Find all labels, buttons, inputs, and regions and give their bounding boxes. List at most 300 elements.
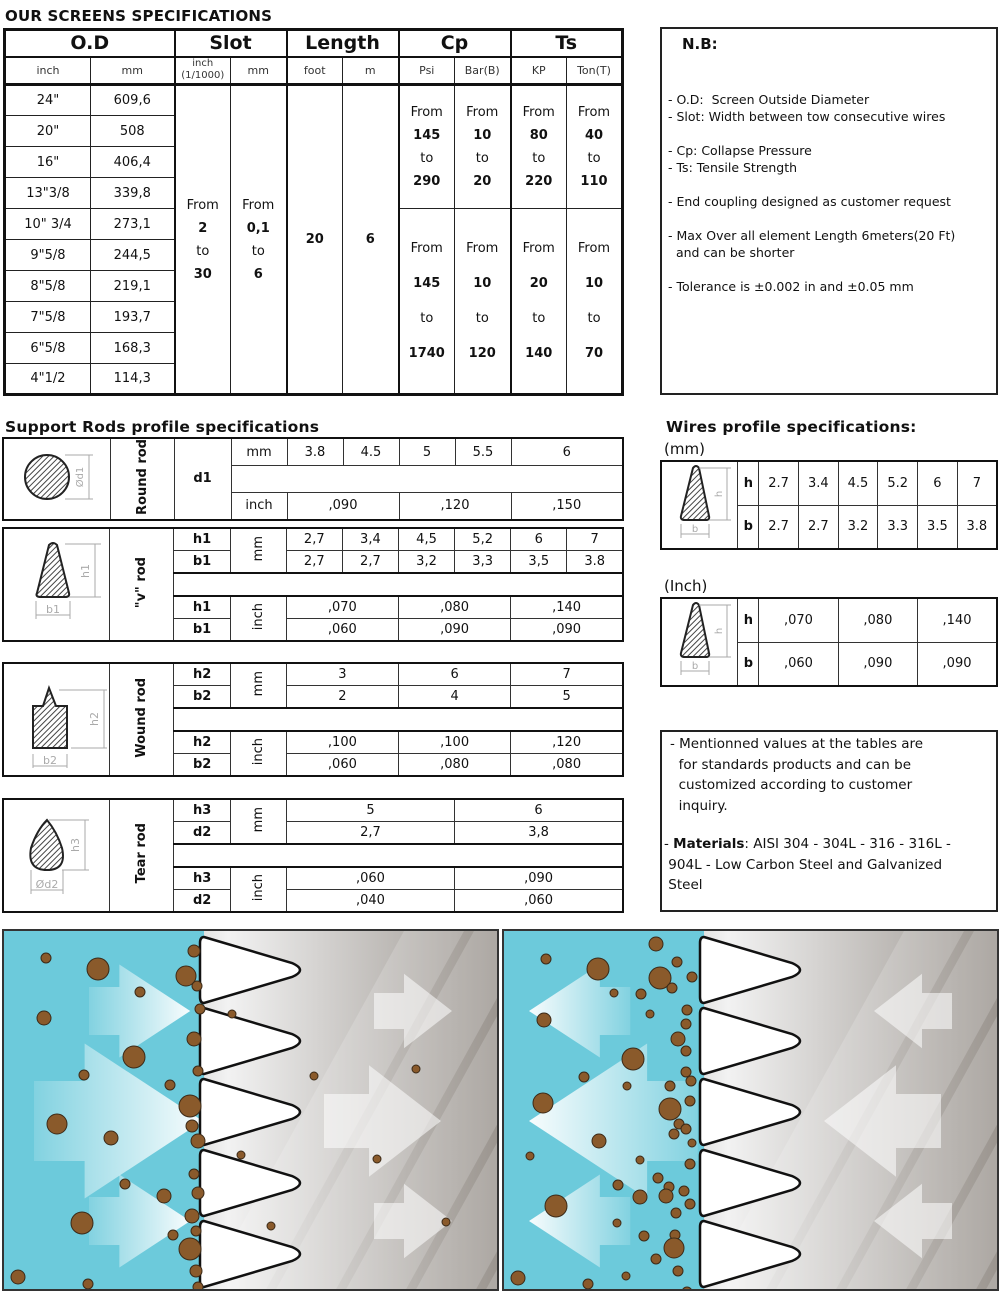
- nb-spacer: [668, 210, 955, 227]
- wire-b-cell: ,090: [918, 642, 997, 686]
- wires-inch-table: [660, 597, 998, 687]
- nb-line: - Ts: Tensile Strength: [668, 160, 798, 175]
- particle: [681, 1124, 691, 1134]
- round-inch-cell: ,150: [511, 492, 623, 520]
- particle: [120, 1179, 130, 1189]
- group-od: O.D: [5, 30, 175, 57]
- from-label: From: [522, 241, 555, 256]
- od-mm: 508: [91, 116, 175, 147]
- od-mm: 114,3: [91, 364, 175, 395]
- wire-h-cell: 6: [918, 461, 958, 505]
- wound-rod-label: Wound rod: [134, 677, 150, 758]
- v-rod-inch-cell: ,080: [398, 596, 510, 618]
- particle: [681, 1067, 691, 1077]
- v-rod-shape: [36, 543, 69, 597]
- v-rod-mm-cell: 2,7: [342, 550, 398, 572]
- wound-rod-diagram: [3, 663, 110, 776]
- od-mm: 339,8: [91, 178, 175, 209]
- param-label: b: [738, 642, 759, 686]
- from-value: 10: [473, 276, 492, 291]
- particle: [583, 1279, 593, 1289]
- particle: [613, 1219, 621, 1227]
- unit-cp-psi: Psi: [399, 57, 455, 85]
- to-label: to: [532, 151, 546, 166]
- wire-b-cell: ,060: [759, 642, 838, 686]
- round-mm-label: mm: [231, 438, 287, 466]
- particle: [189, 1169, 199, 1179]
- tear-rod-inch-cell: ,090: [455, 867, 623, 889]
- to-value: 110: [580, 174, 608, 189]
- particle: [669, 1129, 679, 1139]
- particle: [11, 1270, 25, 1284]
- wound-rod-inch-cell: ,100: [286, 731, 398, 753]
- particle: [190, 1265, 202, 1277]
- particle: [646, 1010, 654, 1018]
- particle: [41, 953, 51, 963]
- particle: [83, 1279, 93, 1289]
- param-label: b2: [174, 685, 231, 707]
- particle: [672, 957, 682, 967]
- wires-mm-table: [660, 460, 998, 550]
- wire-profile-shape: [681, 603, 709, 657]
- length-m: 6: [343, 85, 399, 395]
- screens-title: OUR SCREENS SPECIFICATIONS: [5, 7, 273, 25]
- od-inch: 6"5/8: [5, 333, 91, 364]
- materials-line: 904L - Low Carbon Steel and Galvanized: [668, 856, 943, 873]
- wire-b-cell: 3.8: [957, 505, 997, 549]
- particle: [195, 1004, 205, 1014]
- note-line: customized according to customer: [678, 777, 913, 793]
- particle: [613, 1180, 623, 1190]
- particle: [688, 1139, 696, 1147]
- od-mm: 193,7: [91, 302, 175, 333]
- particle: [685, 1096, 695, 1106]
- wires-title: Wires profile specifications:: [666, 418, 917, 436]
- od-inch: 10" 3/4: [5, 209, 91, 240]
- nb-title: N.B:: [682, 35, 718, 53]
- v-rod-mm-cell: 2,7: [286, 528, 342, 550]
- particle: [667, 983, 677, 993]
- round-mm-cell: 3.8: [287, 438, 343, 466]
- particle: [193, 1282, 203, 1291]
- od-mm: 244,5: [91, 240, 175, 271]
- v-rod-mm-cell: 3,2: [398, 550, 454, 572]
- param-label: h2: [174, 731, 231, 753]
- tear-rod-label: Tear rod: [134, 823, 150, 884]
- particle: [157, 1189, 171, 1203]
- od-inch: 7"5/8: [5, 302, 91, 333]
- particle: [622, 1272, 630, 1280]
- wire-h-cell: 3.4: [798, 461, 838, 505]
- to-label: to: [196, 243, 210, 259]
- particle: [587, 958, 609, 980]
- from-label: From: [577, 105, 611, 120]
- dim-label: b2: [42, 753, 57, 767]
- param-label: b1: [174, 619, 231, 641]
- wound-rod-shape: [33, 688, 67, 748]
- nb-line: - Max Over all element Length 6meters(20 Ft): [668, 228, 956, 243]
- particle: [636, 989, 646, 999]
- od-mm: 168,3: [91, 333, 175, 364]
- wire-diagram: [661, 598, 738, 686]
- particle: [37, 1011, 51, 1025]
- backwash-illustration: [502, 929, 999, 1291]
- unit-slot-mm: mm: [231, 57, 287, 85]
- wound-rod-inch-cell: ,060: [286, 754, 398, 776]
- od-inch: 13"3/8: [5, 178, 91, 209]
- v-rod-mm-cell: 2,7: [286, 550, 342, 572]
- particle: [665, 1081, 675, 1091]
- param-label: h: [738, 598, 759, 642]
- v-rod-mm-cell: 3,3: [455, 550, 511, 572]
- from-label: From: [577, 241, 611, 256]
- from-label: From: [522, 105, 555, 120]
- particle: [310, 1072, 318, 1080]
- tear-rod-inch-cell: ,040: [286, 890, 454, 912]
- particle: [679, 1186, 689, 1196]
- lower-psi: [399, 209, 455, 395]
- wire-diagram: [661, 461, 738, 549]
- slot-inch-range: [175, 85, 231, 395]
- wound-rod-inch-cell: ,100: [399, 731, 511, 753]
- param-label: h2: [174, 663, 231, 685]
- slot-mm-range: [231, 85, 287, 395]
- dim-label: h2: [87, 711, 101, 726]
- unit-ts-ton: Ton(T): [567, 57, 623, 85]
- to-label: to: [532, 311, 546, 326]
- round-inch-label: inch: [231, 492, 287, 520]
- particle: [168, 1230, 178, 1240]
- from-label: From: [186, 197, 219, 213]
- round-rod-diagram: [3, 438, 110, 520]
- particle: [673, 1266, 683, 1276]
- round-rod-dim-label: Ød1: [74, 466, 86, 488]
- from-value: 2: [198, 220, 208, 236]
- from-value: 40: [584, 128, 604, 143]
- v-rod-mm-cell: 5,2: [455, 528, 511, 550]
- param-label: b2: [174, 754, 231, 776]
- od-inch: 16": [5, 147, 91, 178]
- dim-label: h: [713, 490, 725, 498]
- wire-h-cell: ,140: [918, 598, 997, 642]
- nb-line: and can be shorter: [668, 245, 795, 260]
- wire-h-cell: 7: [957, 461, 997, 505]
- nb-line: - Cp: Collapse Pressure: [668, 143, 812, 158]
- wire-b-cell: 3.3: [878, 505, 918, 549]
- wire-b-cell: 3.5: [918, 505, 958, 549]
- dim-label: h1: [78, 563, 92, 578]
- tear-rod-inch-cell: ,060: [455, 890, 623, 912]
- particle: [579, 1072, 589, 1082]
- particle: [545, 1195, 567, 1217]
- particle: [659, 1189, 673, 1203]
- v-rod-inch-cell: ,090: [398, 619, 510, 641]
- materials-value: : AISI 304 - 304L - 316 - 316L -: [744, 836, 951, 852]
- upper-ton: [567, 85, 623, 209]
- round-mm-cell: 4.5: [343, 438, 399, 466]
- note-line: for standards products and can be: [678, 756, 912, 773]
- upper-bar: [455, 85, 511, 209]
- note-line: - Mentionned values at the tables are: [670, 736, 924, 752]
- nb-line: - Slot: Width between tow consecutive wires: [668, 109, 946, 124]
- rods-title: Support Rods profile specifications: [5, 418, 320, 436]
- param-label: h1: [174, 528, 231, 550]
- od-mm: 273,1: [91, 209, 175, 240]
- particle: [267, 1222, 275, 1230]
- unit-ts-kp: KP: [511, 57, 567, 85]
- to-label: to: [587, 151, 601, 166]
- v-rod-mm-cell: 3,4: [342, 528, 398, 550]
- tear-rod-mm-cell: 2,7: [286, 821, 454, 843]
- wire-h-cell: 2.7: [759, 461, 799, 505]
- particle: [623, 1082, 631, 1090]
- to-label: to: [475, 151, 489, 166]
- nb-box: [660, 27, 998, 395]
- particle: [671, 1208, 681, 1218]
- unit-slot-inch: inch (1/1000): [175, 57, 231, 85]
- lower-ton: [567, 209, 623, 395]
- param-label: b: [738, 505, 759, 549]
- unit-mm-label: mm: [250, 670, 266, 697]
- nb-spacer: [668, 176, 955, 193]
- od-inch: 9"5/8: [5, 240, 91, 271]
- od-inch: 20": [5, 116, 91, 147]
- round-mm-cell: 5: [399, 438, 455, 466]
- from-value: 10: [473, 128, 492, 143]
- v-rod-mm-cell: 7: [567, 528, 623, 550]
- wires-mm-label: (mm): [664, 440, 705, 458]
- round-rod-shape: [25, 455, 69, 499]
- particle: [191, 1134, 205, 1148]
- to-label: to: [420, 151, 434, 166]
- from-value: 145: [413, 128, 441, 143]
- wire-b-cell: 2.7: [759, 505, 799, 549]
- group-slot: Slot: [175, 30, 287, 57]
- particle: [87, 958, 109, 980]
- wire-h-cell: 5.2: [878, 461, 918, 505]
- wound-rod-table: [2, 662, 624, 777]
- v-rod-inch-cell: ,060: [286, 619, 398, 641]
- od-inch: 24": [5, 85, 91, 116]
- param-label: h1: [174, 596, 231, 618]
- param-label: h: [738, 461, 759, 505]
- to-value: 6: [253, 266, 263, 282]
- round-inch-cell: ,120: [399, 492, 511, 520]
- to-value: 20: [473, 174, 492, 189]
- particle: [192, 1187, 204, 1199]
- particle: [636, 1156, 644, 1164]
- from-label: From: [466, 241, 499, 256]
- to-value: 70: [584, 346, 604, 361]
- unit-inch-label: inch: [250, 737, 266, 766]
- v-rod-mm-cell: 3.8: [567, 550, 623, 572]
- particle: [622, 1048, 644, 1070]
- unit-od-mm: mm: [91, 57, 175, 85]
- nb-spacer: [668, 261, 955, 278]
- round-rod-table: [2, 437, 624, 521]
- param-label: d2: [174, 890, 231, 912]
- to-label: to: [251, 243, 265, 259]
- wound-rod-mm-cell: 4: [399, 685, 511, 707]
- particle: [651, 1254, 661, 1264]
- particle: [639, 1231, 649, 1241]
- unit-inch-label: inch: [250, 873, 266, 902]
- materials-label: Materials: [673, 836, 745, 852]
- particle: [187, 1032, 201, 1046]
- lower-bar: [455, 209, 511, 395]
- group-ts: Ts: [511, 30, 623, 57]
- wires-inch-label: (Inch): [664, 577, 708, 595]
- group-cp: Cp: [399, 30, 511, 57]
- length-foot: 20: [287, 85, 343, 395]
- wound-rod-inch-cell: ,080: [399, 754, 511, 776]
- nb-line: - End coupling designed as customer request: [668, 194, 951, 209]
- particle: [179, 1238, 201, 1260]
- upper-psi: [399, 85, 455, 209]
- particle: [533, 1093, 553, 1113]
- upper-kp: [511, 85, 567, 209]
- wound-rod-mm-cell: 7: [511, 663, 623, 685]
- round-inch-cell: ,090: [287, 492, 399, 520]
- particle: [165, 1080, 175, 1090]
- v-rod-inch-cell: ,070: [286, 596, 398, 618]
- wound-rod-inch-cell: ,120: [511, 731, 623, 753]
- tear-rod-diagram: [3, 799, 110, 912]
- particle: [671, 1032, 685, 1046]
- particle: [191, 1226, 201, 1236]
- particle: [537, 1013, 551, 1027]
- v-rod-mm-cell: 6: [511, 528, 567, 550]
- round-rod-param: d1: [174, 438, 231, 520]
- to-value: 290: [413, 174, 441, 189]
- od-mm: 609,6: [91, 85, 175, 116]
- od-mm: 406,4: [91, 147, 175, 178]
- unit-mm-label: mm: [250, 535, 266, 562]
- particle: [687, 972, 697, 982]
- particle: [649, 937, 663, 951]
- dim-label: h3: [68, 837, 82, 852]
- v-rod-inch-cell: ,140: [511, 596, 623, 618]
- from-value: 10: [584, 276, 604, 291]
- particle: [71, 1212, 93, 1234]
- dim-label: b: [691, 661, 698, 672]
- wound-rod-mm-cell: 5: [511, 685, 623, 707]
- dim-label: Ød2: [35, 877, 59, 891]
- wire-h-cell: ,070: [759, 598, 838, 642]
- particle: [653, 1173, 663, 1183]
- od-inch: 8"5/8: [5, 271, 91, 302]
- particle: [228, 1010, 236, 1018]
- wound-rod-inch-cell: ,080: [511, 754, 623, 776]
- particle: [681, 1046, 691, 1056]
- wire-b-cell: 2.7: [798, 505, 838, 549]
- v-rod-label: "v" rod: [134, 556, 150, 609]
- unit-length-foot: foot: [287, 57, 343, 85]
- particle: [188, 945, 200, 957]
- particle: [442, 1218, 450, 1226]
- particle: [633, 1190, 647, 1204]
- particle: [664, 1238, 684, 1258]
- from-value: 145: [413, 276, 441, 291]
- particle: [541, 954, 551, 964]
- to-value: 1740: [408, 346, 445, 361]
- materials-line: Steel: [668, 877, 703, 893]
- nb-list: [668, 91, 955, 295]
- particle: [373, 1155, 381, 1163]
- od-mm: 219,1: [91, 271, 175, 302]
- particle: [185, 1209, 199, 1223]
- tear-rod-mm-cell: 3,8: [455, 821, 623, 843]
- filtration-illustration: [2, 929, 499, 1291]
- tear-rod-mm-cell: 6: [455, 799, 623, 821]
- param-label: h3: [174, 799, 231, 821]
- od-inch: 4"1/2: [5, 364, 91, 395]
- tear-rod-mm-cell: 5: [286, 799, 454, 821]
- particle: [135, 987, 145, 997]
- particle: [511, 1271, 525, 1285]
- unit-cp-bar: Bar(B): [455, 57, 511, 85]
- unit-mm-label: mm: [250, 806, 266, 833]
- particle: [412, 1065, 420, 1073]
- to-value: 140: [525, 346, 553, 361]
- v-rod-mm-cell: 4,5: [398, 528, 454, 550]
- unit-length-m: m: [343, 57, 399, 85]
- param-label: d2: [174, 821, 231, 843]
- to-value: 220: [525, 174, 553, 189]
- dim-label: b1: [45, 602, 60, 616]
- to-value: 30: [193, 266, 212, 282]
- from-label: From: [242, 197, 275, 213]
- particle: [192, 981, 202, 991]
- particle: [610, 989, 618, 997]
- particle: [685, 1199, 695, 1209]
- round-mm-cell: 5.5: [455, 438, 511, 466]
- tear-rod-inch-cell: ,060: [286, 867, 454, 889]
- particle: [79, 1070, 89, 1080]
- particle: [186, 1120, 198, 1132]
- particle: [47, 1114, 67, 1134]
- particle: [193, 1066, 203, 1076]
- nb-spacer: [668, 125, 955, 142]
- materials-text: - Materials: AISI 304 - 304L - 316 - 316L - 904L - Low Carbon Steel and Galvanized Steel: [664, 836, 951, 893]
- wire-h-cell: ,080: [838, 598, 917, 642]
- group-length: Length: [287, 30, 399, 57]
- notes-box: [660, 730, 998, 912]
- to-label: to: [420, 311, 434, 326]
- param-label: h3: [174, 867, 231, 889]
- wire-h-cell: 4.5: [838, 461, 878, 505]
- screens-spec-table: [3, 28, 624, 396]
- round-mm-cell: 6: [511, 438, 623, 466]
- from-value: 0,1: [246, 220, 270, 236]
- nb-line: - Tolerance is ±0.002 in and ±0.05 mm: [668, 279, 914, 294]
- notes-text: [670, 734, 923, 816]
- od-row: [5, 85, 623, 116]
- unit-inch-label: inch: [250, 602, 266, 631]
- unit-od-inch: inch: [5, 57, 91, 85]
- from-label: From: [466, 105, 499, 120]
- particle: [592, 1134, 606, 1148]
- particle: [104, 1131, 118, 1145]
- wound-rod-mm-cell: 6: [399, 663, 511, 685]
- particle: [681, 1019, 691, 1029]
- particle: [682, 1005, 692, 1015]
- dim-label: b: [691, 524, 698, 535]
- v-rod-diagram: [3, 528, 110, 641]
- from-label: From: [410, 105, 443, 120]
- particle: [526, 1152, 534, 1160]
- to-label: to: [587, 311, 601, 326]
